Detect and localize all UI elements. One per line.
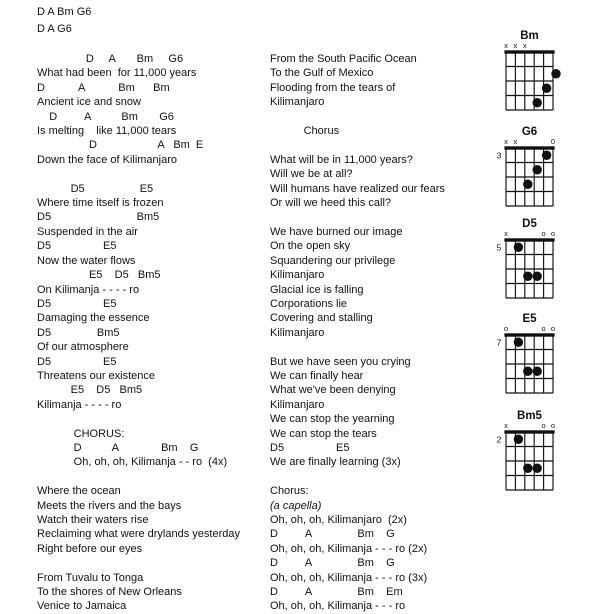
text-line: We can stop the yearning [270, 413, 395, 426]
intro-chord-progression [37, 4, 91, 37]
text-line: Covering and stalling [270, 312, 373, 325]
chord-name: G6 [521, 126, 538, 138]
muted-string-marker: x [513, 41, 518, 50]
text-line: Right before our eyes [37, 542, 143, 555]
open-string-marker: o [541, 324, 546, 333]
finger-dot [533, 367, 542, 376]
muted-string-marker: x [504, 421, 508, 430]
chord-name: Bm5 [517, 410, 542, 422]
finger-dot [551, 69, 560, 78]
finger-dot [523, 180, 532, 189]
chord-line: D5 E5 [37, 355, 117, 368]
finger-dot [533, 272, 542, 281]
open-string-marker: o [541, 421, 546, 430]
open-string-marker: o [550, 324, 556, 333]
muted-string-marker: x [522, 41, 527, 50]
chord-line: D5 Bm5 [37, 326, 120, 339]
text-line [270, 340, 445, 354]
chord-name: E5 [522, 313, 537, 325]
finger-dot [514, 243, 523, 252]
text-line: Will humans have realized our fears [270, 182, 445, 195]
text-line: Watch their waters rise [37, 514, 149, 526]
text-line: Of our atmosphere [37, 341, 129, 354]
text-line: Corporations lie [270, 297, 348, 310]
text-line [37, 412, 240, 426]
text-line: Oh, oh, oh, Kilimanja - - - ro (2x) [270, 542, 428, 555]
chord-diagram-bm5 [492, 409, 576, 493]
chord-diagram-e5 [492, 312, 576, 396]
open-string-marker: 0 [550, 137, 556, 146]
text-line: From the South Pacific Ocean [270, 53, 417, 65]
open-string-marker: o [550, 421, 556, 430]
text-line: Flooding from the tears of [270, 81, 396, 94]
chord-line: E5 D5 Bm5 [37, 269, 161, 282]
text-line: Down the face of Kilimanjaro [37, 153, 178, 166]
text-line: Oh, oh, oh, Kilimanja - - - ro [270, 600, 406, 613]
muted-string-marker: x [504, 229, 508, 238]
chord-line: D5 E5 [37, 297, 117, 310]
fret-position-label: 2 [496, 434, 502, 445]
finger-dot [533, 98, 542, 107]
chord-line: D A Bm Bm [37, 81, 170, 94]
text-line: Meets the rivers and the bays [37, 499, 182, 512]
text-line [270, 110, 445, 124]
text-line: We have burned our image [270, 225, 403, 238]
text-line: Oh, oh, oh, Kilimanja - - - ro (3x) [270, 571, 428, 584]
chord-line: D A Bm E [37, 139, 204, 152]
muted-string-marker: x [504, 41, 508, 50]
fret-position-label: 7 [496, 337, 502, 348]
chord-line: D5 E5 [37, 182, 154, 195]
text-line: Threatens our existence [37, 369, 156, 382]
text-line: Squandering our privilege [270, 254, 396, 267]
text-line [37, 470, 240, 484]
text-line: Venice to Jamaica [37, 600, 127, 613]
chord-diagram-d5 [492, 217, 576, 301]
fret-position-label: 3 [496, 150, 502, 161]
lyrics-column-middle [270, 52, 445, 614]
text-line: Kilimanjaro [270, 326, 325, 339]
text-line: CHORUS: [37, 427, 125, 440]
text-line [270, 138, 445, 152]
fretboard-grid [492, 312, 576, 396]
finger-dot [514, 435, 523, 444]
chord-diagram-bm [492, 29, 576, 113]
text-line: Reclaiming what were drylands yesterday [37, 528, 240, 541]
chord-line: D A Bm G6 [37, 53, 184, 65]
text-line: Oh, oh, oh, Kilimanja - - ro (4x) [37, 456, 228, 469]
text-line: But we have seen you crying [270, 355, 411, 368]
open-string-marker: o [503, 324, 509, 333]
text-line: Is melting like 11,000 tears [37, 125, 177, 138]
chord-line: D5 E5 [37, 240, 117, 253]
finger-dot [523, 272, 532, 281]
text-line [270, 470, 445, 484]
lyrics-column-left [37, 52, 240, 614]
text-line: Suspended in the air [37, 225, 138, 238]
text-line: Oh, oh, oh, Kilimanjaro (2x) [270, 514, 407, 526]
text-line: Kilimanja - - - - ro [37, 398, 122, 411]
text-line: On Kilimanja - - - - ro [37, 283, 140, 296]
chord-name: D5 [522, 218, 537, 230]
finger-dot [533, 165, 542, 174]
chord-line: D A Bm G6 [37, 110, 174, 123]
text-line: Kilimanjaro [270, 96, 325, 109]
text-line: To the Gulf of Mexico [270, 67, 374, 80]
text-line [37, 556, 240, 570]
text-line: We can stop the tears [270, 427, 377, 440]
finger-dot [514, 338, 523, 347]
text-line: Chorus [270, 125, 340, 138]
text-line: Now the water flows [37, 254, 136, 267]
text-line: Kilimanjaro [270, 269, 325, 282]
text-line: What will be in 11,000 years? [270, 153, 413, 166]
text-line: Damaging the essence [37, 312, 150, 325]
chord-line: D A G6 [37, 22, 72, 35]
text-line: (a capella) [270, 499, 322, 512]
chord-line: E5 D5 Bm5 [37, 384, 143, 397]
chord-line: D5 Bm5 [37, 211, 160, 224]
open-string-marker: o [550, 229, 556, 238]
finger-dot [523, 464, 532, 473]
text-line: What had been for 11,000 years [37, 67, 197, 80]
fret-position-label: 5 [496, 242, 502, 253]
chord-line: D A Bm G [37, 441, 199, 454]
text-line: Chorus: [270, 485, 309, 498]
chord-line: D A Bm Em [270, 586, 403, 599]
text-line: Where the ocean [37, 485, 121, 498]
text-line: Or will we heed this call? [270, 197, 392, 210]
fretboard-grid [492, 125, 576, 209]
fretboard-grid [492, 29, 576, 113]
chord-line: D5 E5 [270, 441, 350, 454]
chord-line: D A Bm G [270, 557, 395, 570]
chord-diagram-g6 [492, 125, 576, 209]
text-line [37, 167, 240, 181]
finger-dot [542, 151, 551, 160]
open-string-marker: o [541, 229, 546, 238]
fretboard-grid [492, 409, 576, 493]
text-line: Ancient ice and snow [37, 96, 141, 109]
chord-line: D A Bm G [270, 528, 395, 541]
finger-dot [542, 84, 551, 93]
text-line: Where time itself is frozen [37, 197, 164, 210]
text-line: From Tuvalu to Tonga [37, 571, 144, 584]
muted-string-marker: x [513, 137, 518, 146]
fretboard-grid [492, 217, 576, 301]
text-line: Glacial ice is falling [270, 283, 364, 296]
text-line: On the open sky [270, 240, 351, 253]
text-line: We are finally learning (3x) [270, 456, 401, 469]
finger-dot [533, 464, 542, 473]
text-line: We can finally hear [270, 369, 364, 382]
chord-line: D A Bm G6 [37, 6, 92, 18]
chord-name: Bm [520, 30, 539, 42]
text-line: To the shores of New Orleans [37, 586, 182, 599]
text-line: Will we be at all? [270, 168, 353, 181]
muted-string-marker: x [504, 137, 508, 146]
finger-dot [523, 367, 532, 376]
text-line: What we've been denying [270, 384, 396, 397]
text-line [270, 210, 445, 224]
text-line: Kilimanjaro [270, 398, 325, 411]
